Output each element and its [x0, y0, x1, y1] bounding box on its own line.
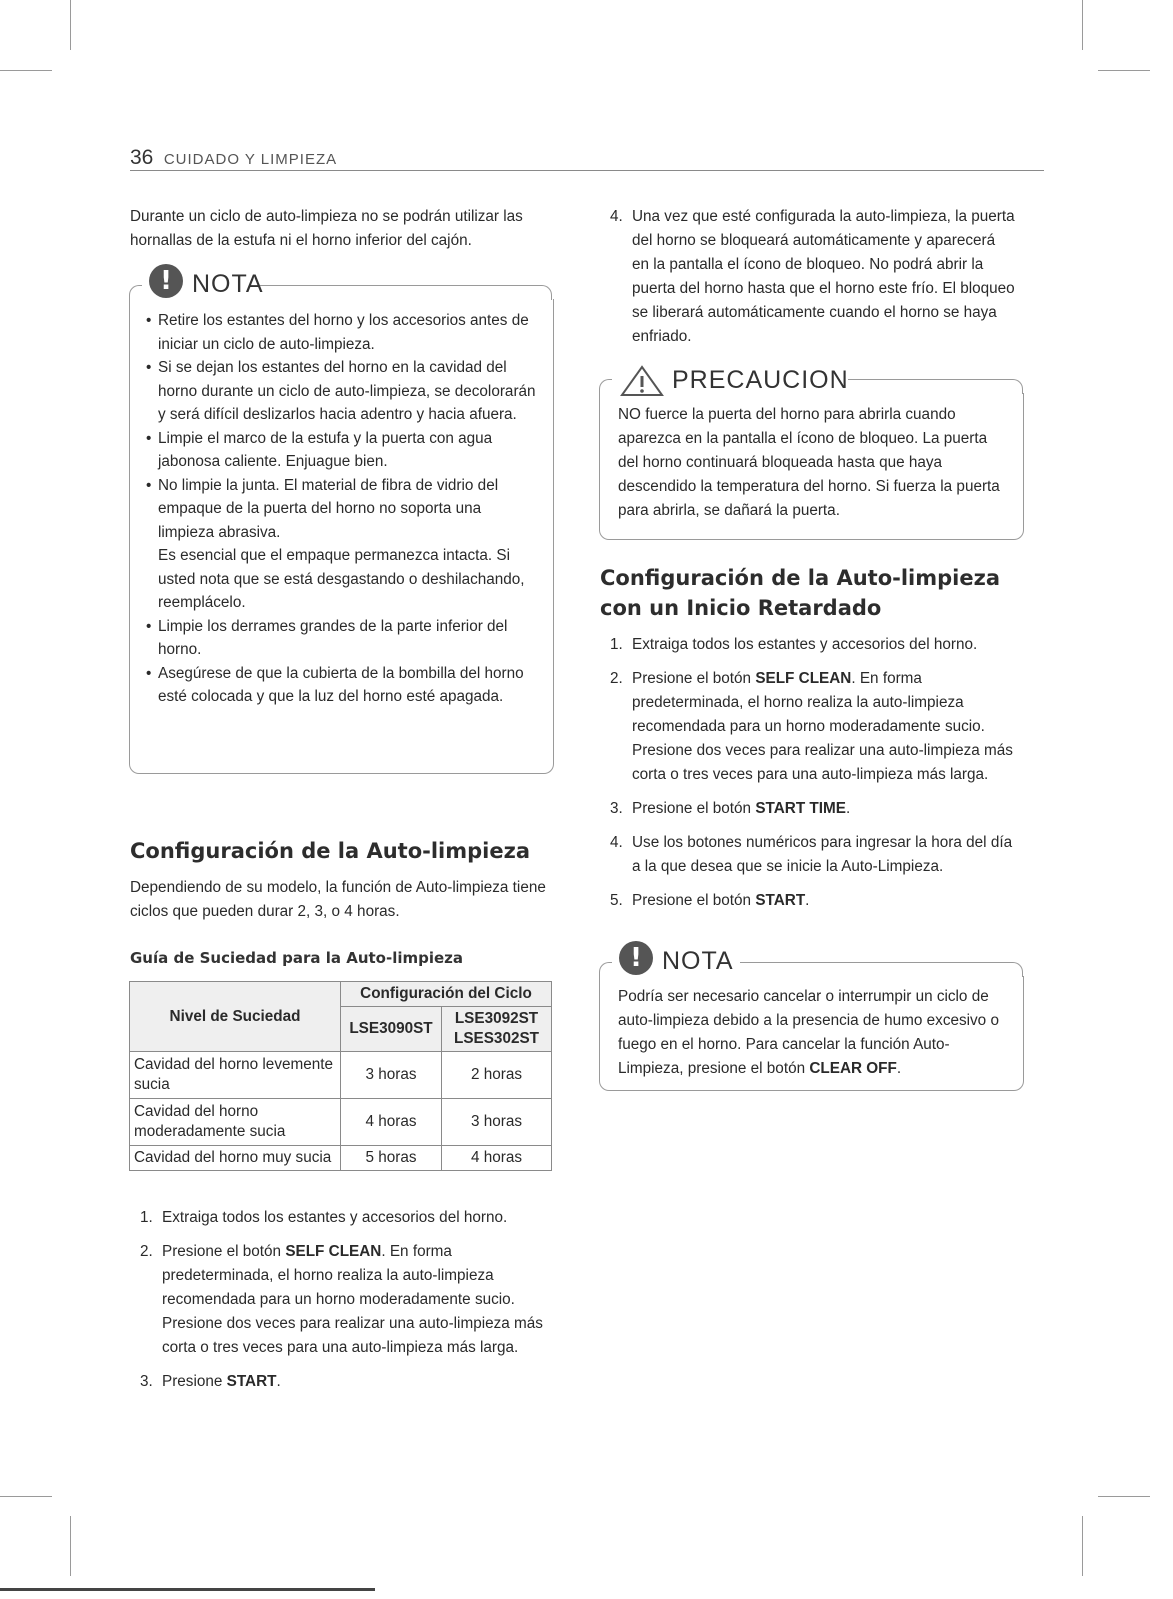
list-item: • Asegúrese de que la cubierta de la bombilla del horno esté colocada y que la luz del horno esté apagada. [146, 662, 536, 709]
step-item [130, 1240, 550, 1360]
warning-icon [619, 364, 665, 398]
box-top-line [740, 962, 1011, 963]
box-top-line [260, 285, 540, 286]
table-cell: 4 horas [341, 1099, 442, 1146]
button-name: START [755, 892, 806, 909]
crop-mark [1098, 1496, 1150, 1497]
precaucion-title: PRECAUCION [672, 366, 849, 394]
button-name: START [226, 1373, 277, 1390]
crop-mark [70, 0, 71, 50]
step-number: 4. [610, 834, 623, 851]
step-text: Presione el botón [632, 670, 756, 687]
step-text: . [276, 1373, 281, 1390]
section-name: CUIDADO Y LIMPIEZA [163, 151, 338, 168]
info-icon: ! [149, 264, 183, 298]
step-item [130, 1206, 550, 1230]
button-name: START TIME [755, 800, 846, 817]
step-text: . [805, 892, 810, 909]
info-icon: ! [619, 941, 653, 975]
step-text: Presione el botón [632, 892, 756, 909]
right-step-4 [600, 205, 1016, 359]
step-item [600, 889, 1020, 913]
step-text: Extraiga todos los estantes y accesorios del horno. [162, 1209, 508, 1226]
precaucion-text: NO fuerce la puerta del horno para abrirla cuando aparezca en la pantalla el ícono de bloqueo. La puerta del horno continuará bloqueada hasta que haya descendido la temperatura del horno. Si fuerza la puerta para abrirla, se dañará la puerta. [618, 406, 1000, 519]
section-title-line: Configuración de la Auto-limpieza [600, 566, 1000, 590]
step-item [600, 667, 1020, 787]
step-item [600, 831, 1020, 879]
nota-text [618, 985, 1008, 1081]
model-label: LSES302ST [453, 1030, 540, 1047]
list-item: • No limpie la junta. El material de fibra de vidrio del empaque de la puerta del horno no soporta una limpieza abrasiva. [146, 474, 536, 545]
crop-mark [1082, 1516, 1083, 1576]
nota-title: NOTA [662, 947, 734, 975]
left-steps [130, 1206, 550, 1404]
step-number: 3. [140, 1373, 153, 1390]
list-item: • Retire los estantes del horno y los accesorios antes de iniciar un ciclo de auto-limpieza. [146, 309, 536, 356]
right-steps [600, 633, 1020, 923]
step-text: Use los botones numéricos para ingresar la hora del día a la que desea que se inicie la Auto-Limpieza. [632, 834, 1013, 875]
table-cell: Cavidad del horno moderadamente sucia [130, 1099, 341, 1146]
step-number: 2. [140, 1243, 153, 1260]
step-text: Presione el botón [632, 800, 756, 817]
step-number: 1. [610, 636, 623, 653]
crop-mark [1082, 0, 1083, 50]
page-header [130, 146, 1044, 171]
step-item [600, 633, 1020, 657]
list-item: • Limpie el marco de la estufa y la puerta con agua jabonosa caliente. Enjuague bien. [146, 427, 536, 474]
table-header: Configuración del Ciclo [341, 982, 552, 1007]
table-cell: 2 horas [442, 1052, 552, 1099]
table-header [442, 1007, 552, 1052]
box-corner [599, 962, 612, 977]
step-item [600, 797, 1020, 821]
crop-mark [0, 1496, 52, 1497]
box-top-line [848, 379, 1011, 380]
step-text: Extraiga todos los estantes y accesorios del horno. [632, 636, 978, 653]
box-corner [1010, 379, 1023, 394]
step-text: . En forma predeterminada, el horno realiza la auto-limpieza recomendada para un horno moderadamente sucio. Presione dos veces para realizar una auto-limpieza más corta o tres veces para una auto-limpieza más larga. [162, 1243, 543, 1356]
step-item [600, 205, 1016, 349]
box-corner [539, 285, 552, 300]
table-row [130, 1052, 552, 1099]
button-name: SELF CLEAN [285, 1243, 382, 1260]
crop-mark [70, 1516, 71, 1576]
list-item: • Si se dejan los estantes del horno en la cavidad del horno durante un ciclo de auto-limpieza, se decolorarán y será difícil deslizarlos hacia adentro y hacia afuera. [146, 356, 536, 427]
table-cell: 3 horas [442, 1099, 552, 1146]
step-number: 5. [610, 892, 623, 909]
step-number: 2. [610, 670, 623, 687]
table-cell: 3 horas [341, 1052, 442, 1099]
step-text: . [845, 800, 851, 817]
guide-title: Guía de Suciedad para la Auto-limpieza [130, 949, 464, 967]
crop-mark [0, 70, 52, 71]
box-corner [1010, 962, 1023, 977]
table-header: LSE3090ST [341, 1007, 442, 1052]
nota-text-part: Podría ser necesario cancelar o interrumpir un ciclo de auto-limpieza debido a la presencia de humo excesivo o fuego en el horno. Para cancelar la función Auto-Limpieza, presione el botón [618, 988, 999, 1077]
box-corner [599, 379, 612, 394]
table-cell: Cavidad del horno levemente sucia [130, 1052, 341, 1099]
table-cell: Cavidad del horno muy sucia [130, 1146, 341, 1171]
button-name: CLEAR OFF [809, 1060, 897, 1077]
button-name: SELF CLEAN [755, 670, 852, 687]
intro-text: Durante un ciclo de auto-limpieza no se podrán utilizar las hornallas de la estufa ni el horno inferior del cajón. [130, 208, 523, 249]
list-item: • Limpie los derrames grandes de la parte inferior del horno. [146, 615, 536, 662]
step-text: . En forma predeterminada, el horno realiza la auto-limpieza recomendada para un horno moderadamente sucio. Presione dos veces para realizar una auto-limpieza más corta o tres veces para una auto-limpieza más larga. [632, 670, 1013, 783]
box-corner [129, 285, 142, 300]
table-cell: 4 horas [442, 1146, 552, 1171]
table-header: Nivel de Suciedad [130, 982, 341, 1052]
nota-text-part: . [896, 1060, 902, 1077]
table-row [130, 1099, 552, 1146]
section-title [600, 563, 1000, 623]
section-title-line: con un Inicio Retardado [600, 596, 882, 620]
step-text: Presione el botón [162, 1243, 286, 1260]
nota-title: NOTA [192, 270, 264, 298]
step-text: Presione [162, 1373, 227, 1390]
soil-guide-table [129, 981, 552, 1171]
step-text: Una vez que esté configurada la auto-limpieza, la puerta del horno se bloqueará automáticamente y aparecerá en la pantalla el ícono de bloqueo. No podrá abrir la puerta del horno hasta que el horno este frío. El bloqueo se liberará automáticamente cuando el horno se haya enfriado. [632, 208, 1015, 345]
list-item: Es esencial que el empaque permanezca intacta. Si usted nota que se está desgastando o deshilachando, reemplácelo. [158, 547, 525, 611]
crop-mark [1098, 70, 1150, 71]
step-number: 4. [610, 208, 623, 225]
step-number: 1. [140, 1209, 153, 1226]
section-title: Configuración de la Auto-limpieza [130, 839, 530, 863]
table-row [130, 1146, 552, 1171]
model-label: LSE3092ST [454, 1010, 539, 1027]
scan-edge [0, 1588, 375, 1591]
table-cell: 5 horas [341, 1146, 442, 1171]
step-number: 3. [610, 800, 623, 817]
step-item [130, 1370, 550, 1394]
nota-list [146, 309, 536, 709]
page-number: 36 [130, 146, 154, 169]
section-intro: Dependiendo de su modelo, la función de Auto-limpieza tiene ciclos que pueden durar 2, 3, o 4 horas. [130, 879, 546, 920]
